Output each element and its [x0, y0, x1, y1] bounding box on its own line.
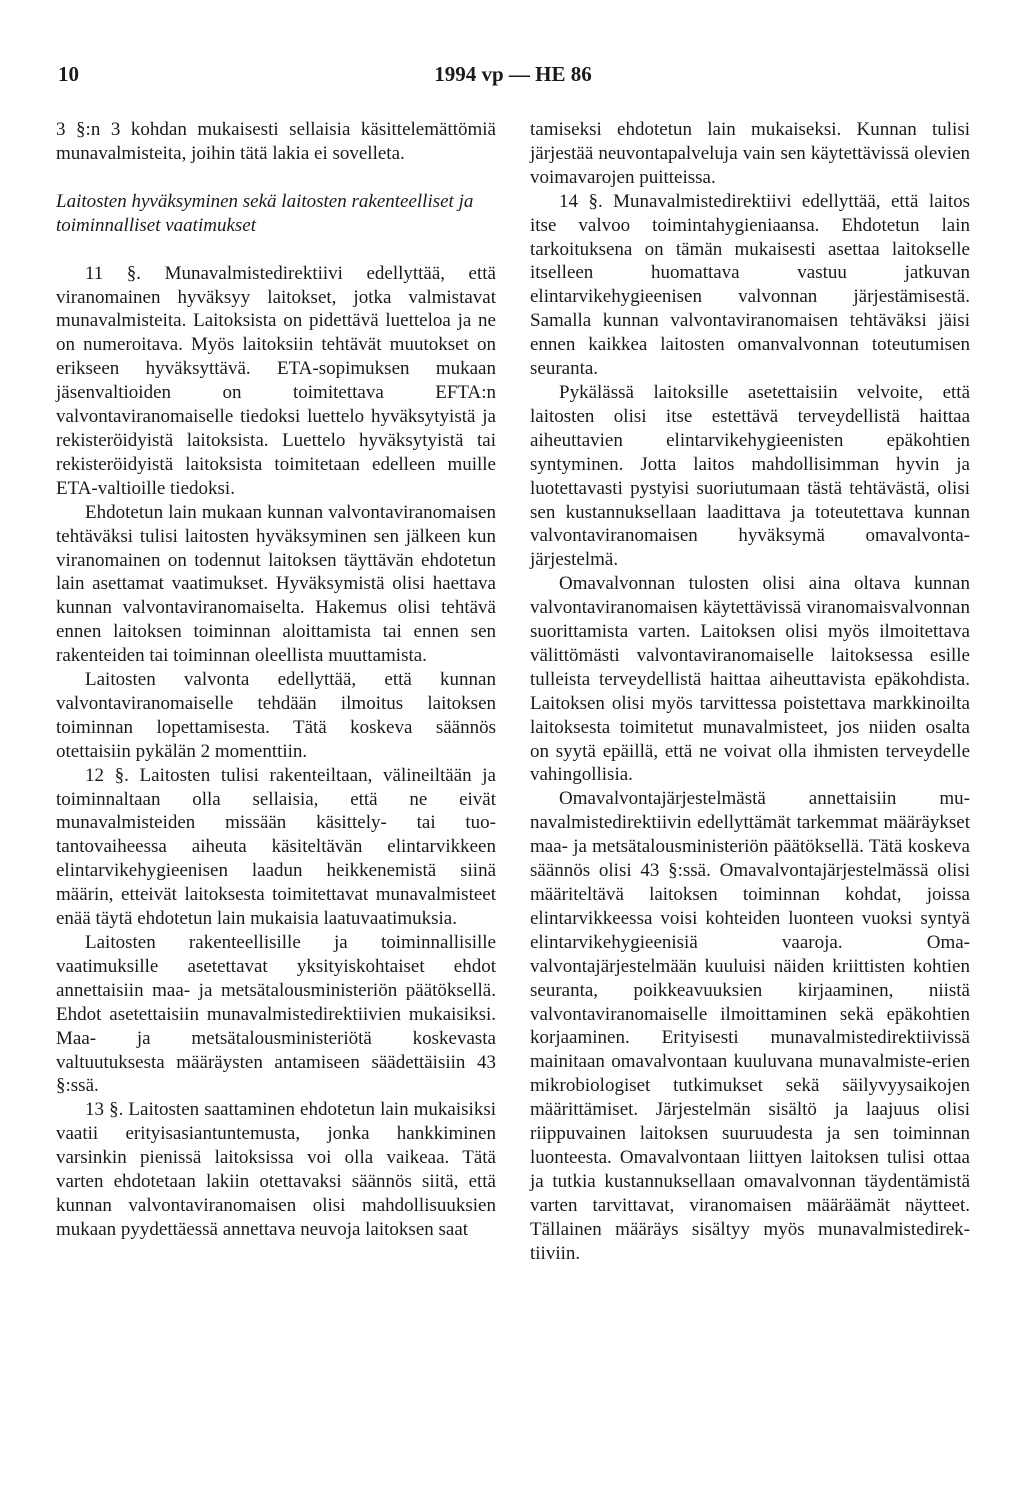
- paragraph: 12 §. Laitosten tulisi rakenteiltaan, välineiltään ja toiminnaltaan olla sellaisia, että ne eivät munavalmisteiden missään käsittely- tai tuotantovaiheessa aiheuta käsiteltävän elintarvikkeen elintarvikehygieenisen laadun heikkenemistä siinä määrin, etteivät laitoksesta toimitettavat munavalmisteet enää täytä ehdotetun lain mukaisia laatuvaatimuksia.: [56, 764, 496, 930]
- running-title: 1994 vp — HE 86: [434, 62, 592, 86]
- paragraph: Omavalvontajärjestelmästä annettaisiin munavalmistedirektiivin edellyttämät tarkemmat määräykset maa- ja metsätalousministeriön päätöksellä. Tätä koskeva säännös olisi 43 §:ssä. Omavalvontajärjestelmässä olisi määriteltävä laitoksen toiminnan kohdat, joissa elintarvikkeessa voisi kohteiden luonteen vuoksi syntyä elintarvikehygieenisiä vaaroja. Omavalvontajärjestelmään kuuluisi näiden kriittisten kohtien seuranta, poikkeavuuksien kirjaaminen, niistä valvontaviranomaiselle ilmoittaminen sekä epäkohtien korjaaminen. Erityisesti munavalmistedirektiivissä mainitaan omavalvontaan kuuluvana munavalmiste-erien mikrobiologiset tutkimukset sekä säilyvyysaikojen määrittämiset. Järjestelmän sisältö ja laajuus olisi riippuvainen laitoksen suuruudesta ja sen toiminnan luonteesta. Omavalvontaan liittyen laitoksen tulisi ottaa ja tutkia kustannuksellaan omavalvonnan täydentämistä varten tarvittavat, viranomaisen määräämät näytteet. Tällainen määräys sisältyy myös munavalmistedirektiiviin.: [530, 788, 970, 1264]
- paragraph: Pykälässä laitoksille asetettaisiin velvoite, että laitosten olisi itse estettävä terveydellistä haittaa aiheuttavien elintarvikehygieenisten epäkohtien syntyminen. Jotta laitos mahdollisimman hyvin ja luotettavasti pystyisi suoriutumaan tästä tehtävästä, olisi sen kustannuksellaan laadittava ja toteutettava kunnan valvontaviranomaisen hyväksymä omavalvontajärjestelmä.: [530, 381, 970, 571]
- left-column: [56, 118, 496, 1242]
- page-number: 10: [58, 62, 79, 86]
- page-header: [58, 62, 968, 92]
- paragraph: Laitosten valvonta edellyttää, että kunnan valvontaviranomaiselle tehdään ilmoitus laitoksen toiminnan lopettamisesta. Tätä koskeva säännös otettaisiin pykälän 2 momenttiin.: [56, 669, 496, 762]
- paragraph: 3 §:n 3 kohdan mukaisesti sellaisia käsittelemättömiä munavalmisteita, joihin tätä lakia ei sovelleta.: [56, 119, 496, 164]
- paragraph: 14 §. Munavalmistedirektiivi edellyttää, että laitos itse valvoo toimintahygieniaansa. Ehdotetun lain tarkoituksena on tämän mukaisesti asettaa laitokselle itselleen huomattava vastuu jatkuvan elintarvikehygieenisen valvonnan järjestämisestä. Samalla kunnan valvontaviranomaisen tehtäväksi jäisi ennen kaikkea laitosten omanvalvonnan toteutumisen seuranta.: [530, 190, 970, 380]
- paragraph: tamiseksi ehdotetun lain mukaiseksi. Kunnan tulisi järjestää neuvontapalveluja vain sen käytettävissä olevien voimavarojen puitteissa.: [530, 119, 970, 188]
- paragraph: 13 §. Laitosten saattaminen ehdotetun lain mukaisiksi vaatii erityisasiantuntemusta, jonka hankkiminen varsinkin pienissä laitoksissa voi olla vaikeaa. Tätä varten ehdotetaan lakiin otettavaksi säännös siitä, että kunnan valvontaviranomaisen olisi mahdollisuuksien mukaan pyydettäessä annettava neuvoja laitoksen saat: [56, 1099, 496, 1240]
- paragraph: 11 §. Munavalmistedirektiivi edellyttää, että viranomainen hyväksyy laitokset, jotka valmistavat munavalmisteita. Laitoksista on pidettävä luetteloa ja ne on numeroitava. Myös laitoksiin tehtävät muutokset on erikseen hyväksyttävä. ETA-sopimuksen mukaan jäsenvaltioiden on toimitettava EFTA:n valvontaviranomaiselle tiedoksi luettelo hyväksytyistä ja rekisteröidyistä laitoksista. Luettelo hyväksytyistä tai rekisteröidyistä laitoksista toimitetaan edelleen muille ETA-valtioille tiedoksi.: [56, 262, 496, 499]
- right-column: [530, 118, 970, 1266]
- section-heading: Laitosten hyväksyminen sekä laitosten rakenteelliset ja toiminnalliset vaatimukset: [56, 190, 474, 236]
- paragraph: Laitosten rakenteellisille ja toiminnallisille vaatimuksille asetettavat yksityiskohtaiset ehdot annettaisiin maa- ja metsätalousministeriön päätöksellä. Ehdot asetettaisiin munavalmistedirektiivien mukaisiksi. Maa- ja metsätalousministeriötä koskevasta valtuutuksesta määräysten antamiseen säädettäisiin 43 §:ssä.: [56, 932, 496, 1097]
- paragraph: Omavalvonnan tulosten olisi aina oltava kunnan valvontaviranomaisen käytettävissä viranomaisvalvonnan suorittamista varten. Laitoksen olisi myös ilmoitettava välittömästi valvontaviranomaiselle laitoksessa esille tulleista terveydellistä haittaa aiheuttavista epäkohdista. Laitoksen olisi myös tarvittessa poistettava markkinoilta laitoksesta toimitetut munavalmisteet, jos niiden osalta on syytä epäillä, että ne voivat olla ihmisten terveydelle vahingollisia.: [530, 573, 970, 786]
- paragraph: Ehdotetun lain mukaan kunnan valvontaviranomaisen tehtäväksi tulisi laitosten hyväksyminen sen jälkeen kun viranomainen on todennut laitoksen täyttävän ehdotetun lain asettamat vaatimukset. Hyväksymistä olisi haettava kunnan valvontaviranomaiselta. Hakemus olisi tehtävä ennen laitoksen toiminnan aloittamista tai ennen sen rakenteiden tai toiminnan oleellista muuttamista.: [56, 501, 496, 667]
